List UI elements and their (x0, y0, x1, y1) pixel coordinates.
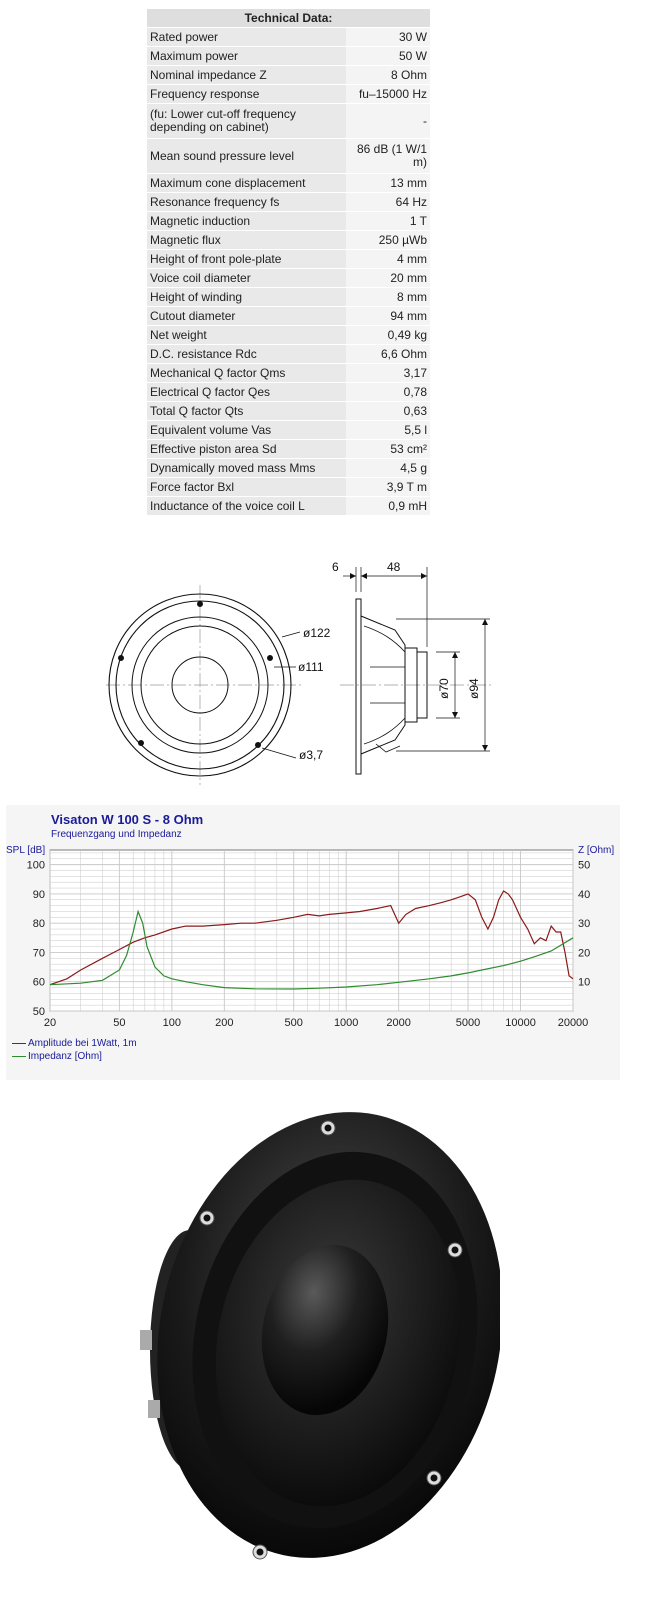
spec-value: fu–15000 Hz (346, 85, 430, 104)
legend-swatch-impedance (12, 1056, 26, 1057)
mounting-hole (139, 741, 144, 746)
y-right-tick-label: 40 (578, 888, 591, 901)
speaker-photo (130, 1100, 500, 1580)
spec-value: 0,78 (346, 383, 430, 402)
spec-value: 4,5 g (346, 459, 430, 478)
dim-70-label: ø70 (437, 678, 451, 699)
spec-row (147, 478, 430, 497)
spec-row (147, 28, 430, 47)
spec-row (147, 139, 430, 174)
spec-label: D.C. resistance Rdc (147, 345, 346, 364)
spec-value: 86 dB (1 W/1 m) (346, 139, 430, 174)
spec-label: Frequency response (147, 85, 346, 104)
x-tick-label: 100 (162, 1017, 182, 1029)
terminal (148, 1400, 160, 1418)
y-left-tick-label: 100 (26, 859, 45, 872)
spec-label: Maximum power (147, 47, 346, 66)
y-left-tick-label: 50 (32, 1006, 45, 1018)
spec-label: Height of front pole-plate (147, 250, 346, 269)
spec-value: 3,9 T m (346, 478, 430, 497)
y-left-tick-label: 90 (32, 888, 45, 901)
spec-label: Rated power (147, 28, 346, 47)
chart-title: Visaton W 100 S - 8 Ohm (51, 812, 204, 827)
spec-row (147, 288, 430, 307)
spec-value: 5,5 l (346, 421, 430, 440)
spec-value: 64 Hz (346, 193, 430, 212)
dim-122-label: ø122 (303, 626, 331, 640)
spec-row (147, 421, 430, 440)
spec-label: Nominal impedance Z (147, 66, 346, 85)
spec-value: 0,49 kg (346, 326, 430, 345)
dimension-arrows (350, 573, 488, 751)
spec-label: Effective piston area Sd (147, 440, 346, 459)
spec-value: 8 mm (346, 288, 430, 307)
legend-label-spl: Amplitude bei 1Watt, 1m (28, 1038, 137, 1049)
legend-label-impedance: Impedanz [Ohm] (28, 1051, 102, 1062)
spec-value: 6,6 Ohm (346, 345, 430, 364)
spec-row (147, 440, 430, 459)
y-right-tick-label: 20 (578, 947, 591, 960)
chart-subtitle: Frequenzgang und Impedanz (51, 829, 182, 840)
spec-label: Voice coil diameter (147, 269, 346, 288)
spec-label: Cutout diameter (147, 307, 346, 326)
y-left-tick-label: 80 (32, 918, 45, 931)
mounting-hole (119, 656, 124, 661)
spec-value: - (346, 104, 430, 139)
spec-row (147, 402, 430, 421)
spec-label: Magnetic induction (147, 212, 346, 231)
legend-swatch-spl (12, 1043, 26, 1044)
spec-label: Height of winding (147, 288, 346, 307)
spec-row (147, 66, 430, 85)
dim-111-label: ø111 (298, 660, 324, 674)
y-right-tick-label: 10 (578, 976, 591, 989)
x-tick-label: 5000 (455, 1017, 481, 1029)
terminal (140, 1330, 152, 1350)
spec-row (147, 193, 430, 212)
x-tick-label: 2000 (386, 1017, 411, 1029)
spec-row (147, 250, 430, 269)
spec-row (147, 459, 430, 478)
spec-row (147, 269, 430, 288)
mounting-hole (198, 602, 203, 607)
spec-label: Maximum cone displacement (147, 174, 346, 193)
spec-value: 50 W (346, 47, 430, 66)
spec-value: 94 mm (346, 307, 430, 326)
spec-row (147, 364, 430, 383)
frequency-chart (6, 805, 620, 1080)
spec-value: 250 µWb (346, 231, 430, 250)
dim-3-7-label: ø3,7 (299, 748, 324, 762)
spec-value: 8 Ohm (346, 66, 430, 85)
side-view (340, 567, 492, 774)
spec-header-row (147, 9, 430, 28)
spec-value: 1 T (346, 212, 430, 231)
front-view (106, 585, 302, 785)
mounting-hole (256, 743, 261, 748)
spec-label: Electrical Q factor Qes (147, 383, 346, 402)
spec-row (147, 307, 430, 326)
spec-title: Technical Data: (147, 9, 430, 28)
spec-value: 53 cm² (346, 440, 430, 459)
legend-item-spl (12, 1038, 137, 1049)
x-tick-label: 20 (43, 1017, 57, 1029)
spec-value: 20 mm (346, 269, 430, 288)
spec-row (147, 345, 430, 364)
y-right-tick-label: 30 (578, 918, 591, 931)
spec-row (147, 174, 430, 193)
spec-row (147, 85, 430, 104)
spec-label: (fu: Lower cut-off frequency depending on cabinet) (147, 104, 346, 139)
spec-label: Dynamically moved mass Mms (147, 459, 346, 478)
spec-row (147, 47, 430, 66)
spec-table (147, 9, 430, 516)
spec-value: 30 W (346, 28, 430, 47)
spec-label: Mechanical Q factor Qms (147, 364, 346, 383)
dim-48-label: 48 (387, 560, 401, 574)
y-left-tick-label: 60 (32, 976, 45, 989)
dim-6-label: 6 (332, 560, 339, 574)
spec-row (147, 231, 430, 250)
y-right-tick-label: 50 (578, 859, 591, 872)
legend-item-impedance (12, 1051, 102, 1062)
spec-row (147, 326, 430, 345)
plot-area (50, 850, 573, 1011)
spec-value: 0,9 mH (346, 497, 430, 516)
x-tick-label: 50 (113, 1017, 126, 1029)
spec-row (147, 104, 430, 139)
spec-value: 3,17 (346, 364, 430, 383)
spec-row (147, 497, 430, 516)
spec-value: 0,63 (346, 402, 430, 421)
x-tick-label: 10000 (505, 1017, 536, 1029)
spec-value: 4 mm (346, 250, 430, 269)
dim-94-label: ø94 (467, 678, 481, 699)
spec-value: 13 mm (346, 174, 430, 193)
mounting-hole (268, 656, 273, 661)
y-axis-left-label: SPL [dB] (6, 845, 46, 856)
spec-label: Total Q factor Qts (147, 402, 346, 421)
spec-label: Equivalent volume Vas (147, 421, 346, 440)
spec-label: Net weight (147, 326, 346, 345)
spec-label: Resonance frequency fs (147, 193, 346, 212)
spec-label: Force factor Bxl (147, 478, 346, 497)
dimension-drawing (100, 552, 510, 787)
mounting-flange (356, 599, 361, 774)
spec-label: Inductance of the voice coil L (147, 497, 346, 516)
x-tick-label: 20000 (557, 1017, 589, 1029)
y-axis-right-label: Z [Ohm] (578, 845, 615, 856)
spec-row (147, 212, 430, 231)
x-tick-label: 200 (215, 1017, 234, 1029)
spec-row (147, 383, 430, 402)
spec-label: Magnetic flux (147, 231, 346, 250)
x-tick-label: 1000 (333, 1017, 359, 1029)
x-tick-label: 500 (284, 1017, 303, 1029)
spec-label: Mean sound pressure level (147, 139, 346, 174)
y-left-tick-label: 70 (32, 947, 45, 960)
